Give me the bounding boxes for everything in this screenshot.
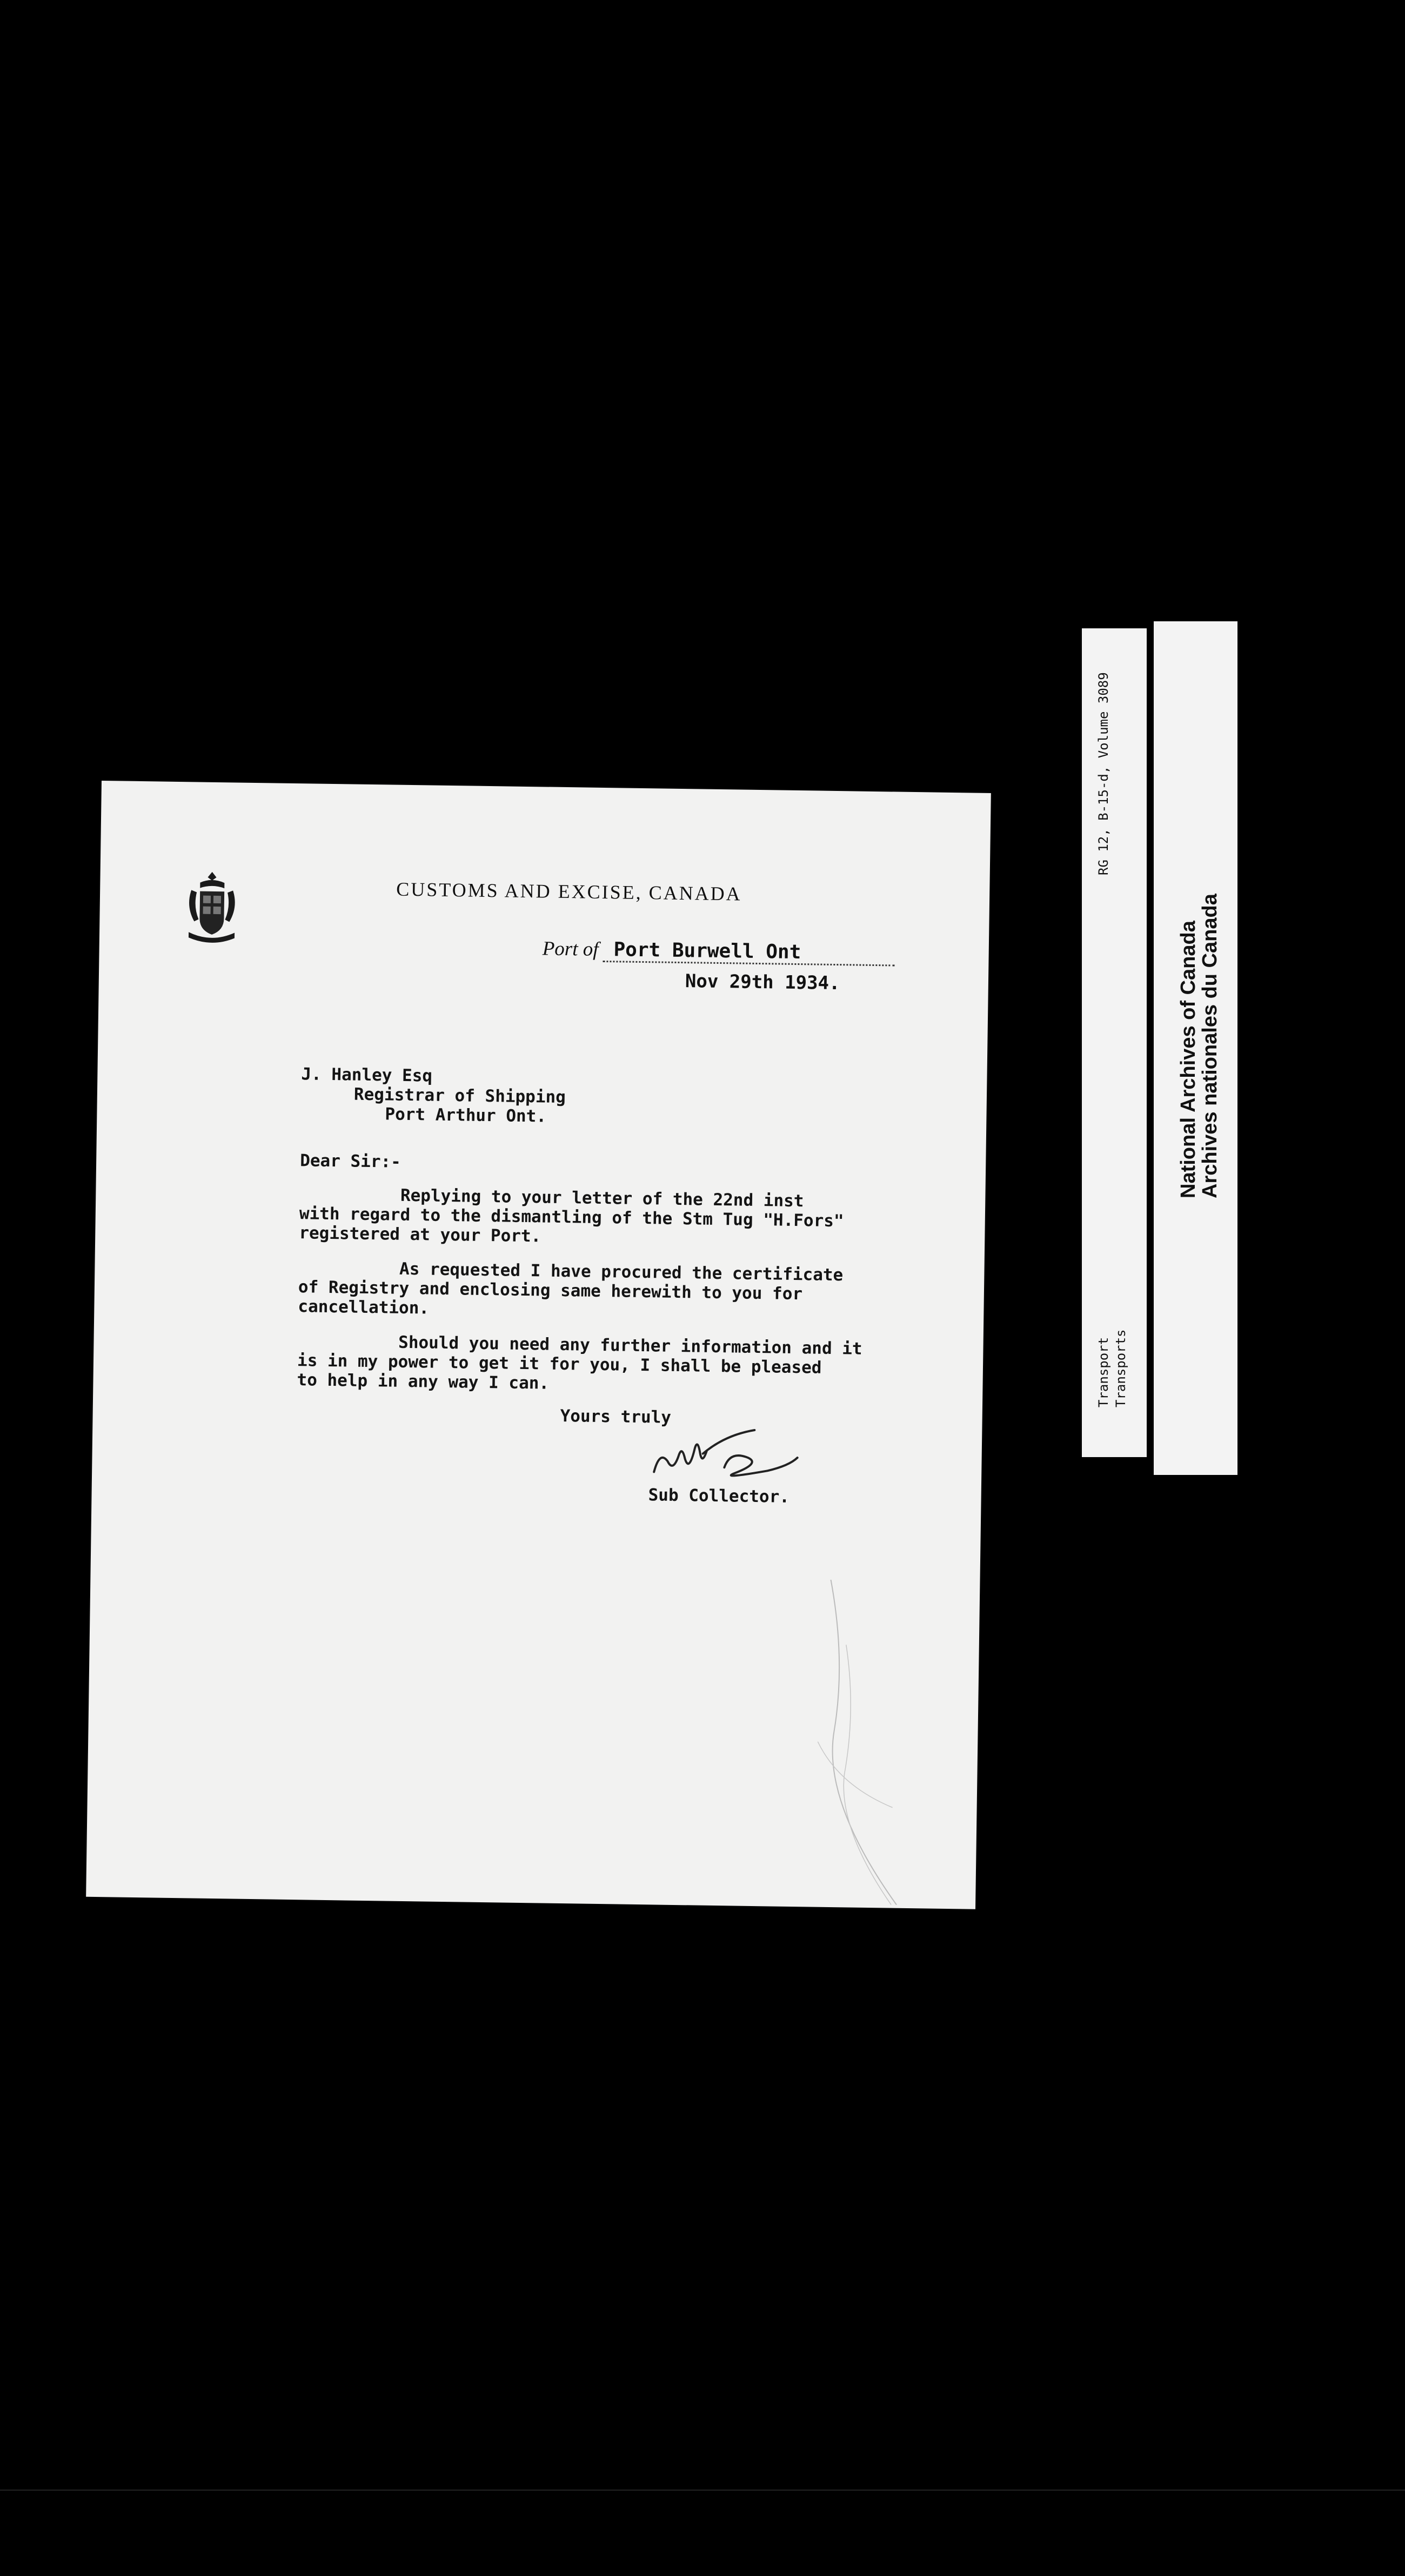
closing: Yours truly (560, 1406, 672, 1427)
institution-en: National Archives of Canada (1177, 921, 1200, 1198)
letter-date: Nov 29th 1934. (685, 970, 840, 995)
institution-fr: Archives nationales du Canada (1199, 894, 1221, 1198)
paragraph-further-info: Should you need any further information and it is in my power to get it for you, I shall be pleased to help in any way I can. (297, 1331, 862, 1393)
port-line (542, 937, 894, 966)
recipient-title: Registrar of Shipping (353, 1084, 566, 1108)
scan-edge-line (0, 2490, 1405, 2491)
recipient-location: Port Arthur Ont. (385, 1104, 547, 1126)
port-prefix: Port of (542, 937, 599, 961)
coat-of-arms-icon (183, 868, 241, 950)
letter-page (86, 781, 991, 1909)
recipient-name: J. Hanley Esq (301, 1064, 433, 1086)
paper-crease (810, 1580, 933, 1906)
salutation: Dear Sir:- (299, 1151, 402, 1172)
letterhead: CUSTOMS AND EXCISE, CANADA (396, 878, 742, 905)
archive-reference: RG 12, B-15-d, Volume 3089 (1096, 672, 1111, 875)
handwritten-signature (643, 1423, 822, 1491)
department-fr: Transports (1113, 1329, 1128, 1407)
department-en: Transport (1096, 1337, 1111, 1407)
paragraph-certificate: As requested I have procured the certificate of Registry and enclosing same herewith to you for cancellation. (298, 1258, 844, 1318)
signer-title: Sub Collector. (648, 1485, 790, 1507)
port-value: Port Burwell Ont (603, 938, 895, 967)
paragraph-reply: Replying to your letter of the 22nd inst with regard to the dismantling of the Stm Tug "H.Fors" registered at your Port. (299, 1184, 844, 1246)
